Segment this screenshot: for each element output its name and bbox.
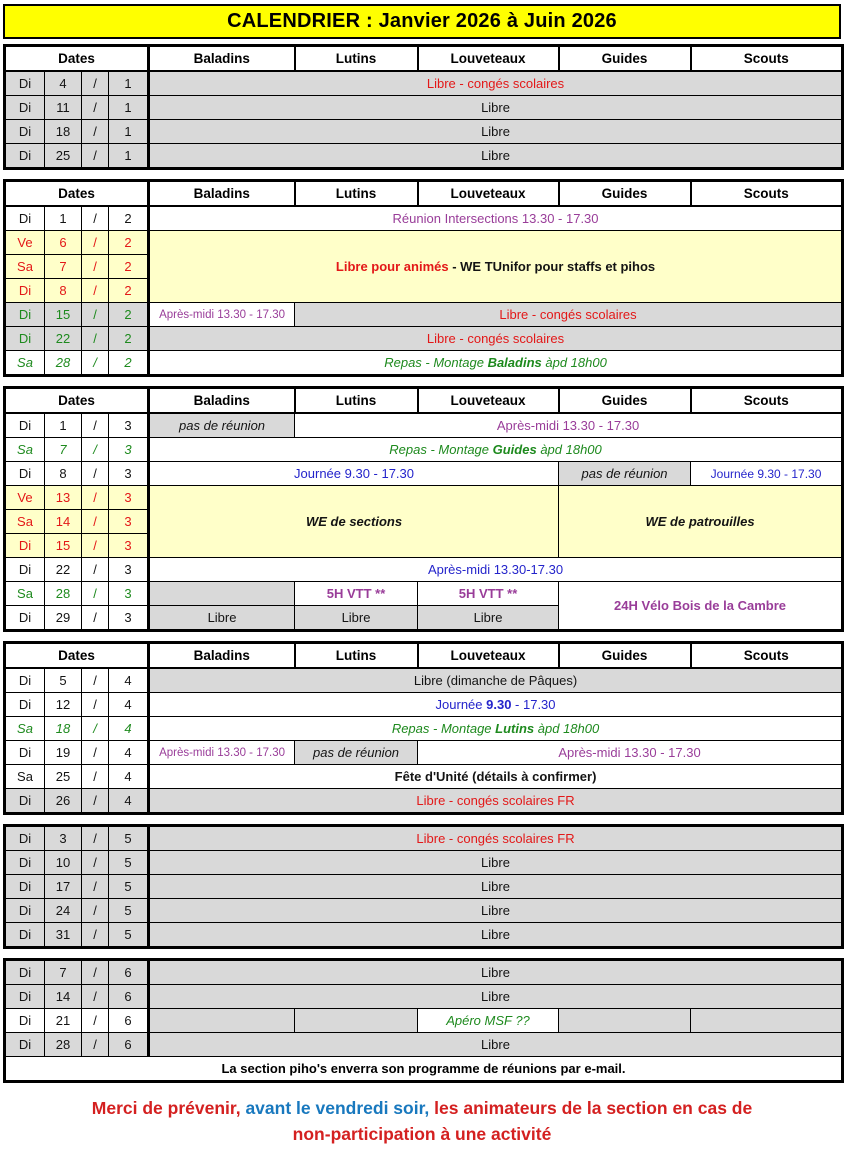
date-month: 1 (109, 96, 149, 120)
table-row (5, 231, 843, 255)
date-num: 28 (45, 582, 82, 606)
date-day: Sa (5, 582, 45, 606)
event-text-part: Repas - Montage (391, 721, 496, 736)
date-month: 5 (109, 875, 149, 899)
date-day: Di (5, 960, 45, 985)
table-row (5, 899, 843, 923)
date-day: Di (5, 327, 45, 351)
event-cell: Libre (149, 960, 843, 985)
date-sep: / (82, 144, 109, 169)
date-sep: / (82, 462, 109, 486)
table-row (5, 741, 843, 765)
date-month: 3 (109, 462, 149, 486)
footer-segment-red2: les animateurs de la section en cas de (434, 1098, 753, 1118)
date-day: Di (5, 1009, 45, 1033)
table-row (5, 96, 843, 120)
date-month: 4 (109, 717, 149, 741)
date-day: Di (5, 1033, 45, 1057)
date-month: 4 (109, 765, 149, 789)
date-month: 3 (109, 438, 149, 462)
date-num: 5 (45, 668, 82, 693)
event-cell: pas de réunion (149, 413, 295, 438)
event-cell: Libre - congés scolaires FR (149, 789, 843, 814)
table-row (5, 303, 843, 327)
column-header-louveteaux: Louveteaux (418, 643, 559, 669)
date-num: 28 (45, 1033, 82, 1057)
table-row (5, 985, 843, 1009)
date-month: 5 (109, 923, 149, 948)
date-day: Di (5, 985, 45, 1009)
date-month: 6 (109, 1033, 149, 1057)
footer-warning (3, 1095, 841, 1148)
event-cell: Journée 9.30 - 17.30 (149, 462, 559, 486)
event-cell (149, 231, 843, 303)
event-text-part: Journée (435, 697, 487, 712)
footer-segment-red1: Merci de prévenir, (91, 1098, 246, 1118)
column-header-guides: Guides (559, 181, 691, 207)
date-sep: / (82, 303, 109, 327)
event-text-part: 9.30 (486, 697, 512, 712)
date-day: Di (5, 120, 45, 144)
event-cell: Après-midi 13.30 - 17.30 (149, 303, 295, 327)
date-day: Sa (5, 717, 45, 741)
date-num: 10 (45, 851, 82, 875)
column-header-lutins: Lutins (295, 388, 418, 414)
date-sep: / (82, 231, 109, 255)
date-sep: / (82, 255, 109, 279)
date-month: 5 (109, 826, 149, 851)
event-cell: WE de sections (149, 486, 559, 558)
date-day: Di (5, 96, 45, 120)
column-header-dates: Dates (5, 46, 149, 72)
event-cell: Libre (149, 144, 843, 169)
date-month: 4 (109, 693, 149, 717)
column-header-louveteaux: Louveteaux (418, 388, 559, 414)
event-text-part: Baladins (487, 355, 542, 370)
calendar-section-4 (3, 641, 844, 815)
date-num: 29 (45, 606, 82, 631)
table-row (5, 1033, 843, 1057)
column-header-scouts: Scouts (691, 388, 843, 414)
footer-segment-blue: avant le vendredi soir, (245, 1098, 435, 1118)
date-month: 1 (109, 144, 149, 169)
date-day: Di (5, 303, 45, 327)
date-day: Di (5, 413, 45, 438)
table-row (5, 1009, 843, 1033)
column-header-baladins: Baladins (149, 643, 295, 669)
date-sep: / (82, 279, 109, 303)
event-cell (149, 582, 295, 606)
date-month: 2 (109, 231, 149, 255)
date-day: Di (5, 206, 45, 231)
event-cell: Libre - congés scolaires (149, 71, 843, 96)
date-month: 3 (109, 534, 149, 558)
date-sep: / (82, 510, 109, 534)
date-sep: / (82, 923, 109, 948)
date-day: Di (5, 875, 45, 899)
date-num: 13 (45, 486, 82, 510)
date-day: Di (5, 558, 45, 582)
header-row (5, 388, 843, 414)
event-text-part: Repas - Montage (389, 442, 493, 457)
event-cell: Libre (dimanche de Pâques) (149, 668, 843, 693)
date-num: 26 (45, 789, 82, 814)
event-cell: Libre - congés scolaires FR (149, 826, 843, 851)
event-cell: 5H VTT ** (418, 582, 559, 606)
date-day: Di (5, 826, 45, 851)
date-num: 4 (45, 71, 82, 96)
date-month: 3 (109, 606, 149, 631)
date-month: 2 (109, 351, 149, 376)
date-month: 3 (109, 558, 149, 582)
calendar-section-1 (3, 44, 844, 170)
event-cell: Libre (149, 923, 843, 948)
date-num: 12 (45, 693, 82, 717)
date-sep: / (82, 71, 109, 96)
table-row (5, 486, 843, 510)
date-num: 15 (45, 303, 82, 327)
date-num: 19 (45, 741, 82, 765)
event-cell: Après-midi 13.30-17.30 (149, 558, 843, 582)
date-day: Di (5, 789, 45, 814)
date-day: Di (5, 741, 45, 765)
event-cell: Réunion Intersections 13.30 - 17.30 (149, 206, 843, 231)
table-row (5, 120, 843, 144)
date-num: 25 (45, 144, 82, 169)
date-sep: / (82, 875, 109, 899)
event-cell: Libre - congés scolaires (295, 303, 843, 327)
date-sep: / (82, 606, 109, 631)
table-row (5, 765, 843, 789)
table-row (5, 582, 843, 606)
event-cell: Libre (149, 899, 843, 923)
date-sep: / (82, 413, 109, 438)
date-sep: / (82, 96, 109, 120)
date-num: 7 (45, 255, 82, 279)
date-num: 14 (45, 985, 82, 1009)
footer-warning-line1 (3, 1095, 841, 1121)
table-row (5, 351, 843, 376)
event-cell: Libre (149, 985, 843, 1009)
date-sep: / (82, 960, 109, 985)
event-text-part: Libre pour animés (335, 259, 449, 274)
event-cell (149, 351, 843, 376)
date-num: 14 (45, 510, 82, 534)
calendar-section-6 (3, 958, 844, 1083)
event-text-part: àpd 18h00 (541, 355, 607, 370)
date-num: 6 (45, 231, 82, 255)
date-num: 7 (45, 960, 82, 985)
event-text-part: àpd 18h00 (534, 721, 600, 736)
date-month: 1 (109, 120, 149, 144)
date-sep: / (82, 438, 109, 462)
date-sep: / (82, 765, 109, 789)
table-row (5, 462, 843, 486)
date-sep: / (82, 1033, 109, 1057)
date-month: 6 (109, 960, 149, 985)
event-cell: Apéro MSF ?? (418, 1009, 559, 1033)
date-day: Ve (5, 486, 45, 510)
date-day: Sa (5, 765, 45, 789)
table-row (5, 206, 843, 231)
date-day: Sa (5, 255, 45, 279)
date-day: Sa (5, 438, 45, 462)
event-cell: Après-midi 13.30 - 17.30 (295, 413, 843, 438)
date-day: Sa (5, 351, 45, 376)
date-day: Di (5, 606, 45, 631)
date-day: Di (5, 693, 45, 717)
table-row (5, 327, 843, 351)
date-num: 25 (45, 765, 82, 789)
date-day: Di (5, 923, 45, 948)
column-header-lutins: Lutins (295, 46, 418, 72)
date-sep: / (82, 851, 109, 875)
event-cell: Libre (149, 606, 295, 631)
event-text-part: Repas - Montage (384, 355, 488, 370)
date-num: 31 (45, 923, 82, 948)
table-row (5, 789, 843, 814)
date-sep: / (82, 693, 109, 717)
table-row (5, 144, 843, 169)
table-row (5, 923, 843, 948)
date-day: Di (5, 534, 45, 558)
column-header-baladins: Baladins (149, 388, 295, 414)
column-header-scouts: Scouts (691, 181, 843, 207)
date-sep: / (82, 534, 109, 558)
date-num: 22 (45, 327, 82, 351)
date-day: Di (5, 668, 45, 693)
calendar-sections (3, 44, 841, 1083)
column-header-dates: Dates (5, 643, 149, 669)
date-sep: / (82, 826, 109, 851)
date-sep: / (82, 985, 109, 1009)
header-row (5, 181, 843, 207)
calendar-section-2 (3, 179, 844, 377)
date-sep: / (82, 206, 109, 231)
date-month: 3 (109, 510, 149, 534)
event-text-part: Lutins (495, 721, 535, 736)
calendar-section-3 (3, 386, 844, 632)
event-text-part: - WE TUnifor pour staffs et pihos (448, 259, 656, 274)
date-sep: / (82, 741, 109, 765)
event-cell: Libre (418, 606, 559, 631)
column-header-lutins: Lutins (295, 643, 418, 669)
date-num: 7 (45, 438, 82, 462)
calendar-section-5 (3, 824, 844, 949)
table-row (5, 438, 843, 462)
date-day: Di (5, 462, 45, 486)
event-cell (149, 693, 843, 717)
event-cell (149, 717, 843, 741)
date-sep: / (82, 351, 109, 376)
date-num: 1 (45, 413, 82, 438)
date-month: 4 (109, 741, 149, 765)
date-num: 3 (45, 826, 82, 851)
date-month: 6 (109, 1009, 149, 1033)
date-num: 11 (45, 96, 82, 120)
date-month: 6 (109, 985, 149, 1009)
table-row (5, 558, 843, 582)
date-day: Di (5, 279, 45, 303)
date-month: 3 (109, 582, 149, 606)
date-sep: / (82, 582, 109, 606)
table-row (5, 851, 843, 875)
date-day: Di (5, 851, 45, 875)
date-num: 1 (45, 206, 82, 231)
event-cell: WE de patrouilles (559, 486, 843, 558)
date-num: 21 (45, 1009, 82, 1033)
table-row (5, 413, 843, 438)
date-sep: / (82, 717, 109, 741)
column-header-baladins: Baladins (149, 46, 295, 72)
date-sep: / (82, 899, 109, 923)
event-cell: Après-midi 13.30 - 17.30 (418, 741, 843, 765)
event-cell: pas de réunion (559, 462, 691, 486)
column-header-guides: Guides (559, 388, 691, 414)
date-num: 22 (45, 558, 82, 582)
date-num: 17 (45, 875, 82, 899)
table-row (5, 717, 843, 741)
event-text-part: - 17.30 (511, 697, 556, 712)
column-header-scouts: Scouts (691, 46, 843, 72)
date-month: 2 (109, 279, 149, 303)
date-month: 4 (109, 789, 149, 814)
event-cell: Libre (149, 851, 843, 875)
date-day: Ve (5, 231, 45, 255)
date-day: Di (5, 899, 45, 923)
event-cell (559, 1009, 691, 1033)
event-cell: Après-midi 13.30 - 17.30 (149, 741, 295, 765)
event-text-part: Guides (492, 442, 537, 457)
date-sep: / (82, 558, 109, 582)
date-sep: / (82, 486, 109, 510)
column-header-louveteaux: Louveteaux (418, 181, 559, 207)
date-day: Di (5, 71, 45, 96)
date-num: 24 (45, 899, 82, 923)
date-month: 2 (109, 303, 149, 327)
table-row (5, 875, 843, 899)
date-sep: / (82, 668, 109, 693)
event-text-part: àpd 18h00 (536, 442, 602, 457)
calendar-title: CALENDRIER : Janvier 2026 à Juin 2026 (3, 4, 841, 39)
date-month: 5 (109, 851, 149, 875)
date-sep: / (82, 327, 109, 351)
header-row (5, 643, 843, 669)
date-sep: / (82, 120, 109, 144)
date-day: Di (5, 144, 45, 169)
column-header-guides: Guides (559, 46, 691, 72)
date-num: 8 (45, 279, 82, 303)
date-month: 2 (109, 327, 149, 351)
date-num: 8 (45, 462, 82, 486)
event-cell: 24H Vélo Bois de la Cambre (559, 582, 843, 631)
event-cell: Libre (149, 1033, 843, 1057)
table-row (5, 693, 843, 717)
date-num: 18 (45, 717, 82, 741)
event-cell: 5H VTT ** (295, 582, 418, 606)
date-day: Sa (5, 510, 45, 534)
column-header-lutins: Lutins (295, 181, 418, 207)
event-cell: Libre (295, 606, 418, 631)
column-header-louveteaux: Louveteaux (418, 46, 559, 72)
footer-warning-line2: non-participation à une activité (292, 1124, 552, 1145)
event-cell: Fête d'Unité (détails à confirmer) (149, 765, 843, 789)
column-header-baladins: Baladins (149, 181, 295, 207)
event-cell: Libre (149, 875, 843, 899)
column-header-dates: Dates (5, 388, 149, 414)
date-month: 3 (109, 413, 149, 438)
event-cell (149, 438, 843, 462)
date-month: 1 (109, 71, 149, 96)
note-row (5, 1057, 843, 1082)
column-header-scouts: Scouts (691, 643, 843, 669)
event-cell: pas de réunion (295, 741, 418, 765)
event-cell: Libre (149, 120, 843, 144)
table-row (5, 668, 843, 693)
date-sep: / (82, 789, 109, 814)
date-sep: / (82, 1009, 109, 1033)
event-cell (691, 1009, 843, 1033)
event-cell: Libre (149, 96, 843, 120)
date-num: 28 (45, 351, 82, 376)
date-month: 5 (109, 899, 149, 923)
event-cell: Journée 9.30 - 17.30 (691, 462, 843, 486)
event-cell (295, 1009, 418, 1033)
date-num: 15 (45, 534, 82, 558)
column-header-guides: Guides (559, 643, 691, 669)
programme-note: La section piho's enverra son programme de réunions par e-mail. (5, 1057, 843, 1082)
date-month: 4 (109, 668, 149, 693)
table-row (5, 71, 843, 96)
column-header-dates: Dates (5, 181, 149, 207)
date-month: 3 (109, 486, 149, 510)
date-month: 2 (109, 206, 149, 231)
date-num: 18 (45, 120, 82, 144)
header-row (5, 46, 843, 72)
table-row (5, 960, 843, 985)
event-cell (149, 1009, 295, 1033)
date-month: 2 (109, 255, 149, 279)
event-cell: Libre - congés scolaires (149, 327, 843, 351)
table-row (5, 826, 843, 851)
